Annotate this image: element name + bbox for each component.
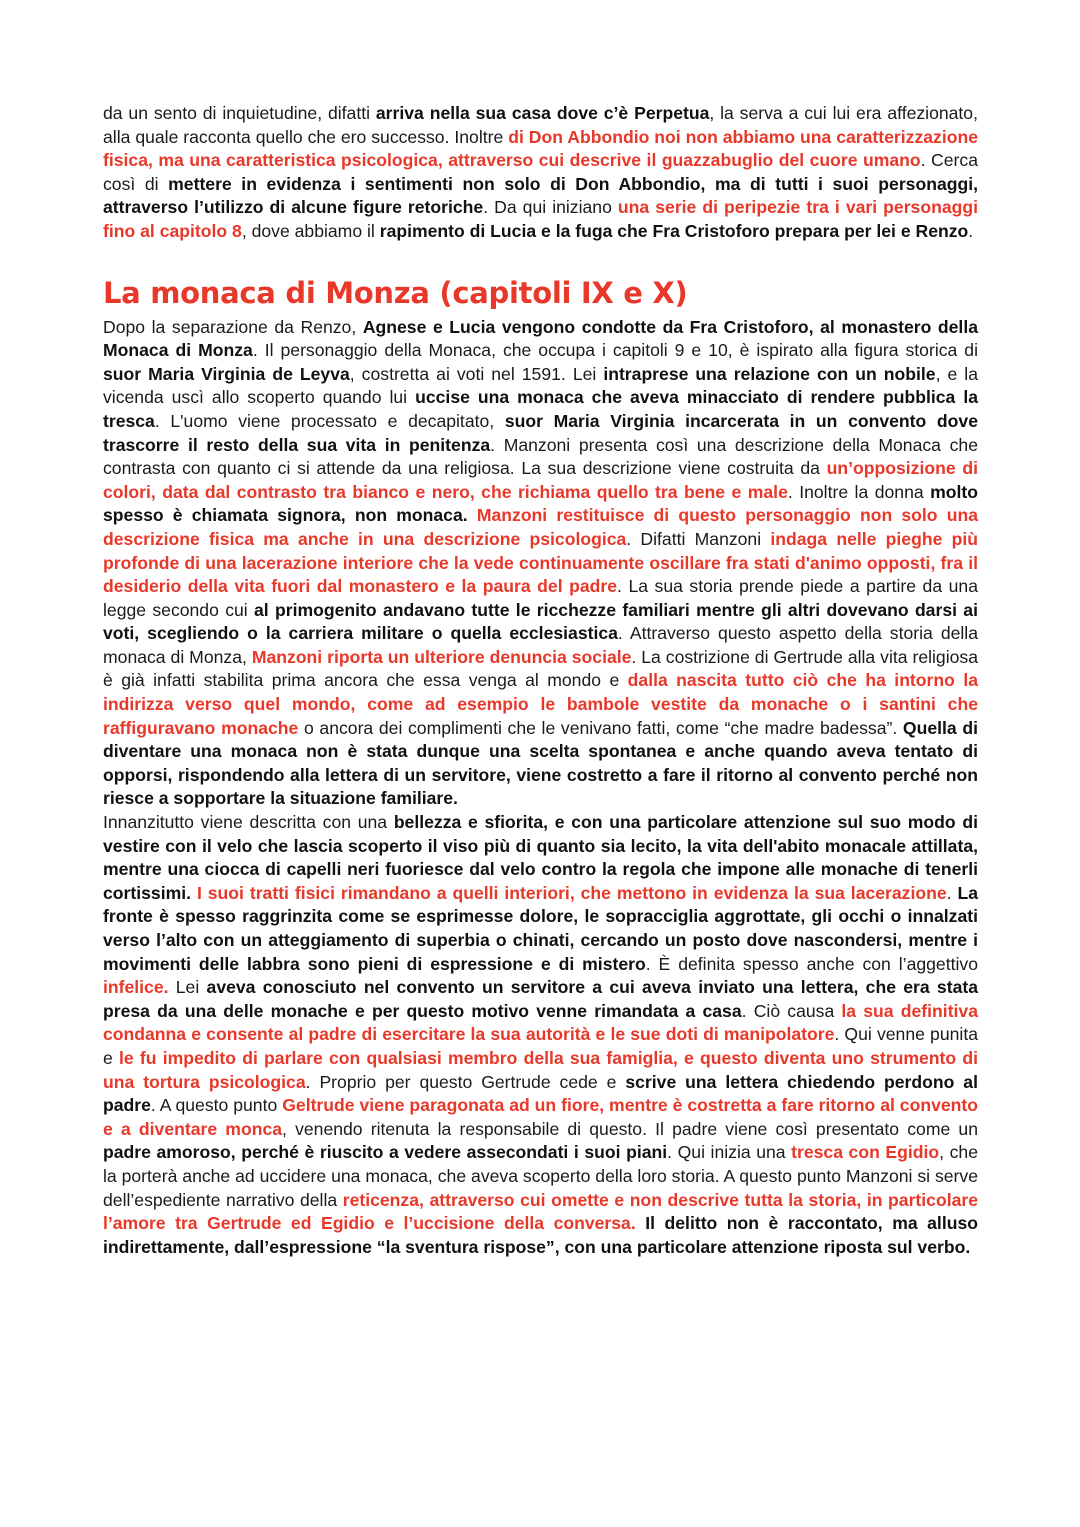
- body-text: , la serva a cui lui era affezionato, alla quale racconta quello che ero successo. Inoltre: [103, 103, 978, 147]
- body-text: .: [968, 220, 974, 241]
- body-text: .: [946, 882, 958, 903]
- bold-text: mettere in evidenza i sentimenti non solo di Don Abbondio, ma di tutti i suoi personaggi, attraverso l’utilizzo di alcune figure retoriche: [103, 173, 978, 218]
- highlight-text: indaga nelle pieghe più profonde di una lacerazione interiore che la vede continuamente oscillare fra stati d'animo opposti, fra il desiderio della vita fuori dal monastero e la paura del padre: [103, 528, 978, 597]
- highlight-text: le fu impedito di parlare con qualsiasi membro della sua famiglia, e questo diventa uno strumento di una tortura psicologica: [103, 1047, 978, 1092]
- highlight-text: infelice.: [103, 977, 169, 998]
- bold-text: al primogenito andavano tutte le ricchezze familiari mentre gli altri dovevano darsi ai voti, scegliendo o la carriera militare o quella ecclesiastica: [103, 599, 978, 644]
- highlight-text: la sua definitiva condanna e consente al padre di esercitare la sua autorità e le sue doti di manipolatore: [103, 1000, 979, 1045]
- body-text: . A questo punto: [150, 1095, 283, 1116]
- bold-text: intraprese una relazione con un nobile: [603, 363, 936, 384]
- highlight-text: tresca con Egidio: [791, 1142, 940, 1163]
- bold-text: scrive una lettera chiedendo perdono al padre: [103, 1071, 978, 1116]
- body-text: . Inoltre la donna: [787, 481, 931, 502]
- bold-text: molto spesso è chiamata signora, non monaca.: [103, 481, 978, 526]
- highlight-text: I suoi tratti fisici rimandano a quelli interiori, che mettono in evidenza la sua lacerazione: [196, 882, 947, 903]
- body-text: . Manzoni presenta così una descrizione della Monaca che contrasta con quanto ci si attende da una religiosa. La sua descrizione viene costruita da: [103, 434, 978, 479]
- section-heading: La monaca di Monza (capitoli IX e X): [103, 275, 688, 310]
- body-text: [636, 1213, 646, 1233]
- bold-text: arriva nella sua casa dove c’è Perpetua: [375, 103, 710, 123]
- body-text: . La sua storia prende piede a partire da una legge secondo cui: [103, 576, 979, 620]
- body-text: . Cerca così di: [103, 150, 978, 194]
- bold-text: La fronte è spesso raggrinzita come se esprimesse dolore, le sopracciglia aggrottate, gli occhi o innalzati verso l’alto con un atteggiamento di superbia o chinati, cercando un posto dove nascondersi, mentre i movimenti delle labbra sono pieni di espressione e di mistero: [103, 882, 979, 974]
- body-text: . Ciò causa: [741, 1000, 842, 1021]
- highlight-text: una serie di peripezie tra i vari personaggi fino al capitolo 8: [103, 197, 978, 241]
- body-text: . Da qui iniziano: [483, 197, 618, 218]
- bold-text: bellezza e sfiorita, e con una particolare attenzione sul suo modo di vestire con il velo che lascia scoperto il viso più di quanto sia lecito, la vita dell'abito monacale attillata, mentre una ciocca di capelli neri fuoriesce dal velo contro la regola che impone alle monache di tenerli cortissimi.: [103, 812, 978, 903]
- body-text: , dove abbiamo il: [241, 220, 380, 241]
- highlight-text: dalla nascita tutto ciò che ha intorno la indirizza verso quel mondo, come ad esempio le bambole vestite da monache o i santini che raffiguravano monache: [103, 670, 978, 738]
- bold-text: rapimento di Lucia e la fuga che Fra Cristoforo prepara per lei e Renzo: [379, 220, 969, 241]
- highlight-text: di Don Abbondio noi non abbiamo una caratterizzazione fisica, ma una caratteristica psicologica, attraverso cui descrive il guazzabuglio del cuore umano: [103, 126, 978, 171]
- body-text: . L'uomo viene processato e decapitato,: [154, 410, 505, 431]
- body-text: . Attraverso questo aspetto della storia della monaca di Monza,: [103, 623, 978, 667]
- body-text: da un sento di inquietudine, difatti: [103, 103, 376, 123]
- highlight-text: reticenza, attraverso cui omette e non descrive tutta la storia, in particolare l’amore tra Gertrude ed Egidio e l’uccisione della conversa.: [103, 1189, 978, 1234]
- document-page: [103, 102, 978, 1259]
- paragraph-intro: [103, 102, 978, 244]
- body-text: . Qui venne punita e: [103, 1024, 978, 1068]
- bold-text: Il delitto non è raccontato, ma alluso indirettamente, dall’espressione “la sventura rispose”, con una particolare attenzione riposta sul verbo.: [103, 1213, 978, 1257]
- body-text: . È definita spesso anche con l’aggettivo: [645, 953, 978, 974]
- body-text: . Difatti Manzoni: [626, 528, 771, 549]
- body-text: Dopo la separazione da Renzo,: [103, 316, 363, 337]
- bold-text: Agnese e Lucia vengono condotte da Fra Cristoforo, al monastero della Monaca di Monza: [103, 316, 978, 361]
- body-text: , venendo ritenuta la responsabile di questo. Il padre viene così presentato come un: [282, 1118, 978, 1139]
- highlight-text: Manzoni restituisce di questo personaggio non solo una descrizione fisica ma anche in una descrizione psicologica: [103, 505, 978, 549]
- highlight-text: Geltrude viene paragonata ad un fiore, mentre è costretta a fare ritorno al convento e a diventare monca: [103, 1095, 979, 1139]
- body-text: o ancora dei complimenti che le venivano fatti, come “che madre badessa”.: [298, 717, 903, 738]
- body-text: . La costrizione di Gertrude alla vita religiosa è già infatti stabilita prima ancora che essa venga al mondo e: [103, 646, 978, 691]
- bold-text: suor Maria Virginia incarcerata in un convento dove trascorre il resto della sua vita in penitenza: [103, 410, 978, 455]
- highlight-text: un’opposizione di colori, data dal contrasto tra bianco e nero, che richiama quello tra bene e male: [103, 458, 978, 502]
- bold-text: Quella di diventare una monaca non è stata dunque una scelta spontanea e anche quando aveva tentato di opporsi, rispondendo alla lettera di un servitore, viene costretto a fare il ritorno al convento perché non riesce a sopportare la situazione familiare.: [103, 717, 978, 809]
- body-text: Innanzitutto viene descritta con una: [103, 812, 394, 833]
- body-text: . Il personaggio della Monaca, che occupa i capitoli 9 e 10, è ispirato alla figura storica di: [252, 340, 978, 361]
- highlight-text: Manzoni riporta un ulteriore denuncia sociale: [251, 646, 632, 667]
- bold-text: uccise una monaca che aveva minacciato di rendere pubblica la tresca: [103, 387, 979, 431]
- body-text: . Qui inizia una: [667, 1142, 792, 1163]
- body-text: . Proprio per questo Gertrude cede e: [305, 1071, 626, 1092]
- body-text: , e la vicenda uscì allo scoperto quando lui: [103, 363, 978, 408]
- body-text: Lei: [168, 977, 207, 998]
- bold-text: padre amoroso, perché è riuscito a vedere assecondati i suoi piani: [103, 1142, 668, 1163]
- paragraph-monaca-2: [103, 811, 978, 1259]
- paragraph-monaca-1: [103, 316, 978, 811]
- bold-text: aveva conosciuto nel convento un servitore a cui aveva inviato una lettera, che era stata presa da una delle monache e per questo motivo venne rimandata a casa: [103, 977, 978, 1021]
- body-text: [468, 505, 477, 525]
- bold-text: suor Maria Virginia de Leyva: [103, 363, 350, 384]
- body-text: , costretta ai voti nel 1591. Lei: [349, 363, 604, 384]
- body-text: , che la porterà anche ad uccidere una monaca, che aveva scoperto della loro storia. A questo punto Manzoni si serve dell’espediente narrativo della: [103, 1142, 978, 1210]
